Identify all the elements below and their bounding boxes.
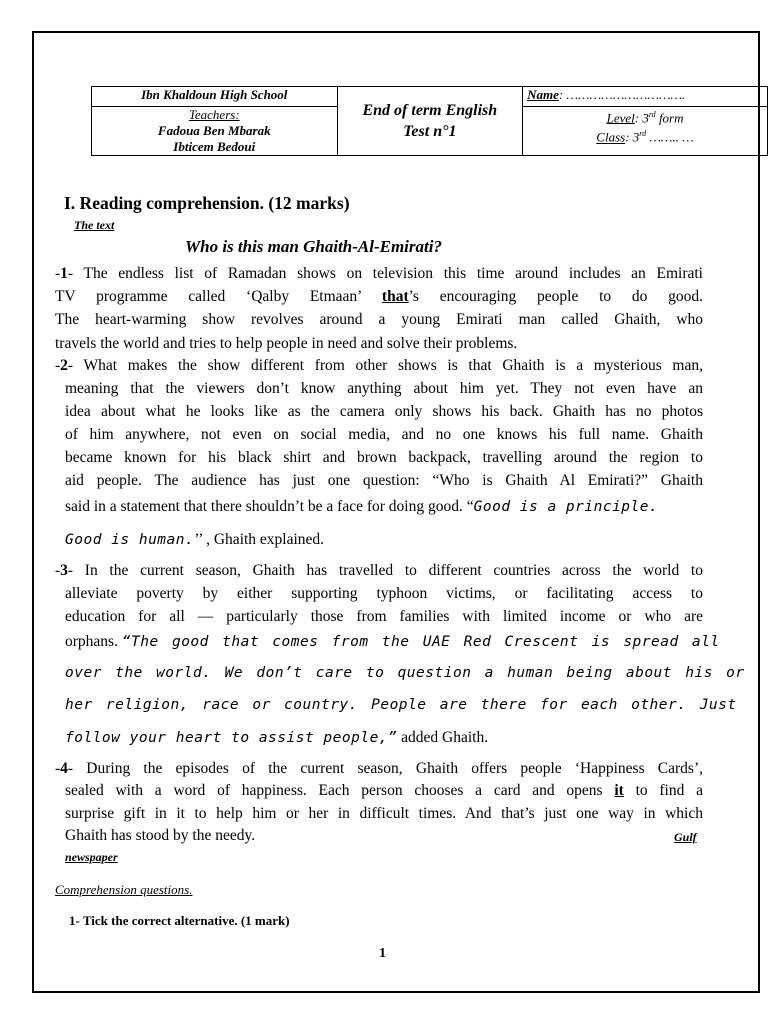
p1-line2-c: ’s encouraging people to do good. [408,288,703,305]
p3-line2: alleviate poverty by either supporting typhoon victims, or facilitating access to [65,585,703,602]
p3-quote-4: follow your heart to assist people,” [65,730,398,746]
source-newspaper: newspaper [65,850,118,864]
header-table [91,86,768,156]
p3-quote-3: her religion, race or country. People are there for each other. Just [65,697,737,713]
level-sup: rd [648,110,656,119]
p1-line3: The heart-warming show revolves around a young Emirati man called Ghaith, who [55,311,703,328]
p2-line2: meaning that the viewers don’t know anything about him yet. They not even have an [65,380,703,397]
p3-line4 [65,633,720,651]
p3-line7-b: added Ghaith. [397,729,489,746]
question-1: 1- Tick the correct alternative. (1 mark) [69,913,290,928]
p2-line8-b: ’’ , Ghaith explained. [194,531,325,548]
p3-line1: -3- In the current season, Ghaith has travelled to different countries across the world to [55,562,703,579]
p1-line2 [55,288,703,306]
p1-number: 1 [60,265,68,282]
p2-line8 [65,531,324,549]
p2-quote-1: Good is a principle. [473,499,659,515]
questions-heading: Comprehension questions. [55,882,193,897]
source-gulf: Gulf [674,830,697,844]
level-label: Level [606,110,635,126]
p2-line5: became known for his black shirt and brown backpack, travelling around the region to [65,449,703,466]
level-value-post: form [655,110,684,126]
p1-line4: travels the world and tries to help people in need and solve their problems. [55,335,518,352]
school-name: Ibn Khaldoun High School [92,87,338,107]
class-label: Class [596,129,626,145]
p3-line3: education for all — particularly those from families with limited income or who are [65,608,703,625]
level-class-cell [523,107,768,156]
p3-quote-1: “The good that comes from the UAE Red Crescent is spread all [121,634,720,650]
class-value-pre: : 3 [625,129,640,145]
p1-line1-text: - The endless list of Ramadan shows on television this time around includes an Emirati [67,265,703,282]
page-number: 1 [379,946,386,961]
p4-line2 [65,782,703,800]
p4-number: 4 [60,760,68,777]
p2-line6: aid people. The audience has just one question: “Who is Ghaith Al Emirati?” Ghaith [65,472,703,489]
teachers-cell [92,107,338,156]
p2-line3: idea about what he looks like as the camera only shows his back. Ghaith has no photos [65,403,703,420]
p2-line4: of him anywhere, not even on social media, and no one knows his full name. Ghaith [65,426,703,443]
p4-line2-a: sealed with a word of happiness. Each person chooses a card and opens [65,782,603,799]
p3-line4-a: orphans. [65,633,122,650]
test-title-line2: Test n°1 [403,123,457,140]
p4-line2-c: to find a [623,782,704,799]
the-text-label: The text [74,218,115,232]
class-sup: rd [639,129,647,139]
p4-line1-text: - During the episodes of the current season, Ghaith offers people ‘Happiness Cards’, [67,760,703,777]
class-value-post: …….. … [646,129,694,145]
p3-quote-2: over the world. We don’t care to question a human being about his or [65,665,745,681]
level-value-pre: : 3 [634,110,649,126]
p1-that-word: that [381,288,409,305]
teacher-2: Ibticem Bedoui [173,139,256,154]
p3-number: 3 [60,562,68,579]
test-title [337,87,523,156]
teacher-1: Fadoua Ben Mbarak [157,123,271,138]
p2-line7 [65,498,658,516]
p4-line1: -4- During the episodes of the current season, Ghaith offers people ‘Happiness Cards’, [55,760,703,777]
section-heading: I. Reading comprehension. (12 marks) [64,193,350,213]
p4-it-word: it [614,782,624,799]
name-cell [523,87,768,107]
passage-title: Who is this man Ghaith-Al-Emirati? [185,237,442,256]
p2-line1-text: - What makes the show different from other shows is that Ghaith is a mysterious man, [67,357,703,374]
teachers-label: Teachers: [188,107,240,122]
name-dots: : …………………………. [558,87,686,102]
p4-line3: surprise gift in it to help him or her in difficult times. And that’s just one way in which [65,805,703,822]
name-label: Name [527,87,559,102]
p2-line1: -2- What makes the show different from other shows is that Ghaith is a mysterious man, [55,357,703,374]
test-title-line1: End of term English [362,102,498,119]
p2-number: 2 [60,357,68,374]
p1-line2-a: TV programme called ‘Qalby Etmaan’ [55,288,362,305]
p2-quote-2: Good is human. [65,532,195,548]
p3-line1-text: - In the current season, Ghaith has travelled to different countries across the world to [67,562,703,579]
p4-line4: Ghaith has stood by the needy. [65,827,256,844]
p3-line7 [65,729,488,747]
p1-line1: -1- The endless list of Ramadan shows on television this time around includes an Emirati [55,265,703,282]
p2-line7-a: said in a statement that there shouldn’t be a face for doing good. “ [65,498,474,515]
